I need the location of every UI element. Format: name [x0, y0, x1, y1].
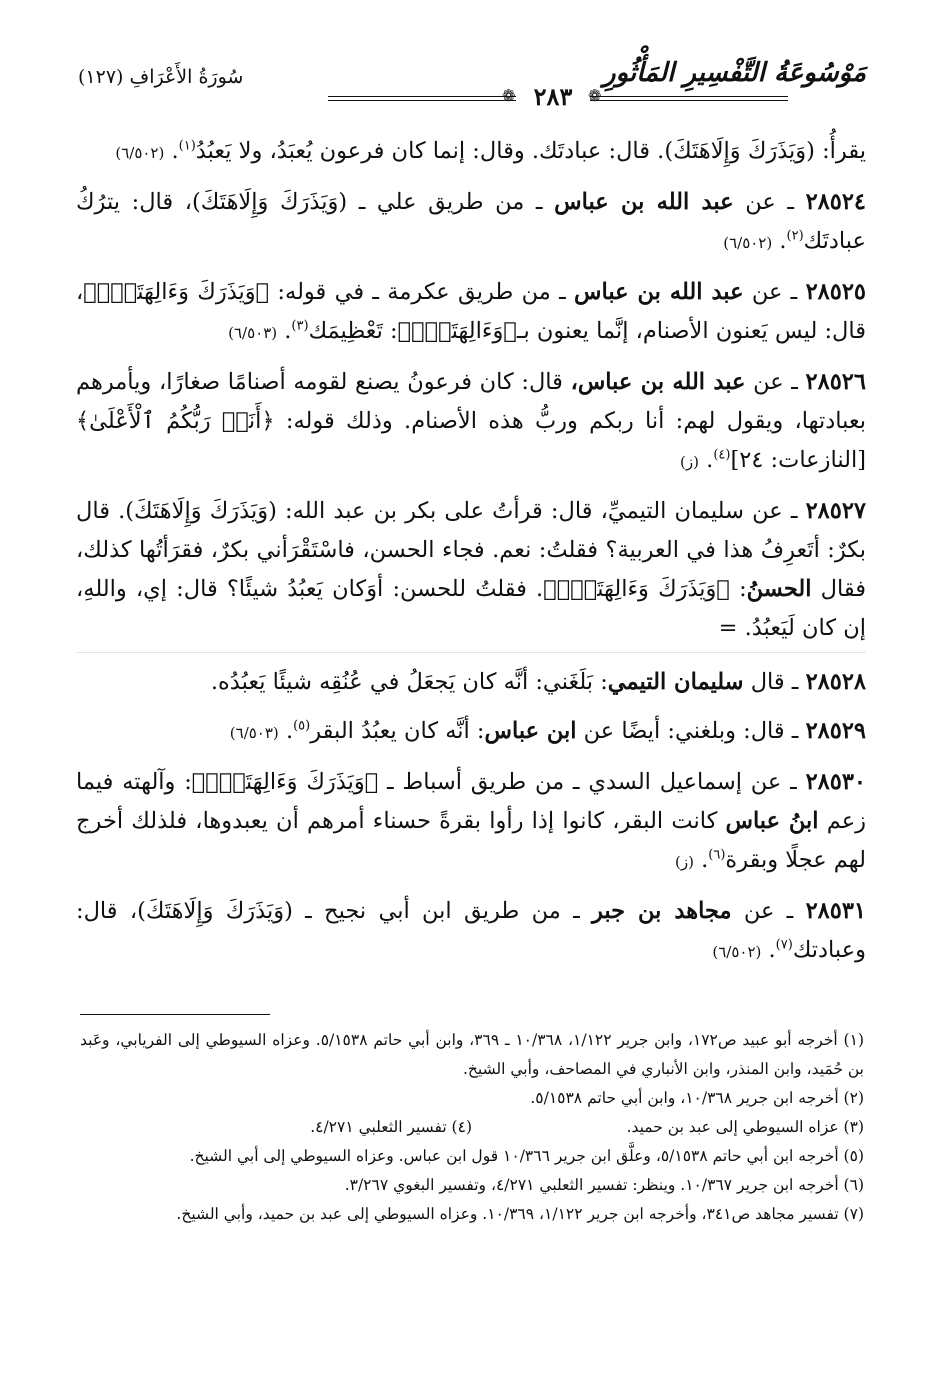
- narration-text: .: [285, 718, 294, 744]
- footnote-1: (١) أخرجه أبو عبيد ص١٧٢، وابن جرير ١/١٢٢، ١٠/٣٦٨ ـ ٣٦٩، وابن أبي حاتم ٥/١٥٣٨. وعزاه السيوطي إلى الفريابي، وعَبد بن حُمَيد، وابن المنذر، وابن الأنباري في المصاحف، وأبي الشيخ.: [80, 1031, 864, 1078]
- narration-number: ٢٨٥٢٩: [805, 718, 866, 744]
- footnote-marker: (٧): [775, 937, 793, 953]
- footnote-marker: (٣): [291, 318, 309, 334]
- volume-page-reference: (٦/٥٠٢): [115, 144, 165, 162]
- footnote-6: (٦) أخرجه ابن جرير ١٠/٣٦٧. وينظر: تفسير الثعلبي ٤/٢٧١، وتفسير البغوي ٣/٢٦٧.: [344, 1176, 864, 1194]
- narration-number: ٢٨٥٣٠: [805, 769, 866, 795]
- narration-text: ـ عن إسماعيل السدي ـ من طريق أسباط ـ ﴿وَيَذَرَكَ وَءَالِهَتَكَۚ﴾: وآلهته فيما زعم: [76, 769, 867, 834]
- narration-number: ٢٨٥٢٦: [805, 369, 866, 395]
- narrator-name: مجاهد بن جبر: [591, 898, 732, 924]
- footnote-3: (٣) عزاه السيوطي إلى عبد بن حميد.: [626, 1118, 864, 1136]
- footnote-separator: [80, 1014, 270, 1015]
- narration-paragraph: [76, 132, 866, 173]
- narration-text: ـ قال: وبلغني: أيضًا عن: [576, 718, 806, 744]
- narration-text: .: [171, 138, 179, 164]
- volume-page-reference: (٦/٥٠٢): [712, 943, 762, 961]
- footnote-marker: (٥): [293, 718, 311, 734]
- narration-number: ٢٨٥٣١: [805, 898, 867, 924]
- main-text: [76, 132, 866, 982]
- narration-paragraph: [76, 763, 866, 882]
- narrator-name: عبد الله بن عباس: [554, 189, 734, 215]
- narration-text: ـ عن: [731, 898, 806, 924]
- footnotes: [80, 1026, 864, 1229]
- narrator-name: عبد الله بن عباس،: [570, 369, 746, 395]
- narration-paragraph: [76, 363, 866, 482]
- ornament-icon: ❁: [502, 86, 516, 105]
- narration-text: : أنَّه كان يعبُدُ البقر: [310, 718, 485, 744]
- narration-text: .: [284, 318, 292, 344]
- surah-title: سُورَةُ الأَعْرَافِ (١٢٧): [78, 66, 244, 88]
- narration-number: ٢٨٥٢٨: [805, 669, 866, 695]
- narration-text: .: [768, 937, 776, 963]
- narration-text: ـ من طريق ابن أبي نجيح ـ (وَيَذَرَكَ وَإِلَاهَتَكَ)، قال: وعبادتك: [76, 898, 866, 963]
- narration-paragraph: [76, 273, 866, 353]
- footnote-2: (٢) أخرجه ابن جرير ١٠/٣٦٨، وابن أبي حاتم ٥/١٥٣٨.: [530, 1089, 864, 1107]
- narration-text: ـ عن سليمان التيميِّ، قال: قرأتُ على بكر بن عبد الله: (وَيَذَرَكَ وَإِلَاهَتَكَ). قال بكرٌ: أتَعرِفُ هذا في العربية؟ فقلتُ: نعم. فجاء الحسن، فاسْتَقْرَأني بكرٌ، فقرَأتُها كذلك، فقال: [76, 498, 866, 602]
- ornament-icon: ❁: [588, 86, 602, 105]
- book-title: مَوْسُوعَةُ التَّفْسِيرِ المَأْثُورِ: [603, 58, 866, 88]
- footnote-marker: (٤): [713, 447, 731, 463]
- volume-page-reference: (٦/٥٠٣): [229, 724, 279, 742]
- narration-number: ٢٨٥٢٧: [805, 498, 866, 524]
- volume-page-reference: (٦/٥٠٣): [228, 324, 278, 342]
- narration-text: ـ من طريق عكرمة ـ في قوله: ﴿وَيَذَرَكَ وَءَالِهَتَكَۚ﴾، قال: ليس يَعنون الأصنام، إنَّما يعنون بـ﴿وَءَالِهَتَكَۚ﴾: تَعْظِيمَك: [76, 279, 866, 344]
- narrator-name: عبد الله بن عباس: [574, 279, 744, 305]
- footnote-row: [80, 1113, 864, 1142]
- narration-text: : بَلَغَني: أنَّه كان يَجعَلُ في عُنُقِه شيئًا يَعبُدُه.: [210, 669, 608, 695]
- page-number-bar: [78, 82, 866, 111]
- narration-text: ـ عن: [733, 189, 806, 215]
- narration-paragraph: [76, 712, 866, 753]
- narration-text: ـ عن: [745, 369, 806, 395]
- footnote-marker: (١): [178, 138, 196, 154]
- narration-number: ٢٨٥٢٥: [805, 279, 866, 305]
- narrator-name: الحسنُ: [746, 576, 812, 602]
- narration-text: كانت البقر، كانوا إذا رأوا بقرةً حسناء أمرهم أن يعبدوها، فلذلك أخرج لهم عجلًا وبقرة: [76, 808, 866, 873]
- narration-text: ـ من طريق علي ـ (وَيَذَرَكَ وَإِلَاهَتَكَ)، قال: يترُكُ عبادتَك: [76, 189, 866, 254]
- volume-page-reference: (ز): [680, 453, 699, 471]
- narrator-name: سليمان التيمي: [607, 669, 744, 695]
- narration-text: يقرأُ: (وَيَذَرَكَ وَإِلَاهَتَكَ). قال: عبادتَك. وقال: إنما كان فرعون يُعبَدُ، ولا يَعبُدُ: [195, 138, 866, 164]
- narration-number: ٢٨٥٢٤: [805, 189, 866, 215]
- footnote-4: (٤) تفسير الثعلبي ٤/٢٧١.: [310, 1118, 472, 1136]
- narration-text: .: [701, 847, 709, 873]
- narration-paragraph: [76, 892, 866, 972]
- narration-paragraph: [76, 663, 866, 702]
- narrator-name: ابنُ عباس: [725, 808, 819, 834]
- footnote-marker: (٢): [786, 228, 804, 244]
- narration-text: .: [779, 228, 787, 254]
- narration-paragraph: [76, 183, 866, 263]
- header-rule-right: [590, 96, 788, 101]
- narrator-name: ابن عباس: [484, 718, 577, 744]
- volume-page-reference: (ز): [675, 853, 694, 871]
- footnote-7: (٧) تفسير مجاهد ص٣٤١، وأخرجه ابن جرير ١/١٢٢، ١٠/٣٦٩. وعزاه السيوطي إلى عبد بن حميد، وأبي الشيخ.: [176, 1205, 864, 1223]
- volume-page-reference: (٦/٥٠٢): [723, 234, 773, 252]
- narration-text: قال: كان فرعونُ يصنع لقومه أصنامًا صغارًا، ويأمرهم بعبادتها، ويقول لهم: أنا ربكم وربُّ هذه الأصنام. وذلك قوله: ﴿أَنَا۠ رَبُّكُمُ ٱلْأَعْلَىٰ﴾ [النازعات: ٢٤]: [76, 369, 866, 473]
- narration-paragraph: [76, 492, 866, 653]
- narration-text: : ﴿وَيَذَرَكَ وَءَالِهَتَكَۚ﴾. فقلتُ للحسن: أوَكان يَعبُدُ شيئًا؟ قال: إي، واللهِ، إن كان لَيَعبُدُ. =: [76, 576, 866, 641]
- header-rule-left: [328, 96, 516, 101]
- narration-text: ـ عن: [743, 279, 806, 305]
- page-number: ٢٨٣: [533, 82, 573, 111]
- page-header: [78, 58, 866, 111]
- footnote-marker: (٦): [708, 847, 726, 863]
- narration-text: ـ قال: [743, 669, 806, 695]
- footnote-5: (٥) أخرجه ابن أبي حاتم ٥/١٥٣٨، وعلَّق ابن جرير ١٠/٣٦٦ قول ابن عباس. وعزاه السيوطي إلى أبي الشيخ.: [189, 1147, 864, 1165]
- narration-text: .: [706, 447, 714, 473]
